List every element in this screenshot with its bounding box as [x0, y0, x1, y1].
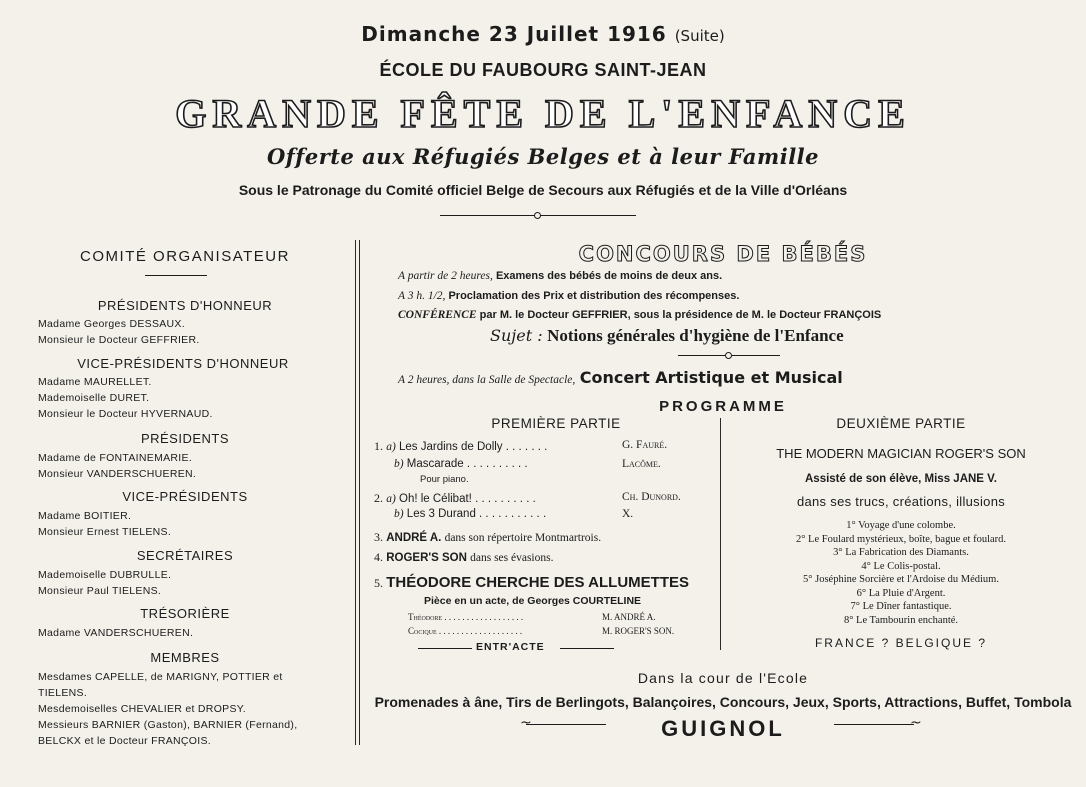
- row-composer: G. Fauré.: [622, 439, 668, 451]
- cast-role: Cocique: [408, 626, 437, 636]
- concert-title: Concert Artistique et Musical: [579, 368, 843, 387]
- concours-line-2: [398, 290, 739, 302]
- section-heading: VICE-PRÉSIDENTS: [122, 489, 248, 504]
- programme-row: [394, 458, 528, 470]
- row-text: dans son répertoire Montmartrois.: [444, 532, 602, 544]
- list-item: BELCKX et le Docteur FRANÇOIS.: [38, 735, 211, 747]
- row-dots: . . . . . . .: [505, 441, 548, 453]
- section-items: [38, 625, 193, 641]
- cast-actor: M. ROGER'S SON.: [602, 626, 675, 636]
- list-item: Madame de FONTAINEMARIE.: [38, 452, 193, 464]
- section-items: [38, 567, 171, 599]
- act-item: 5° Joséphine Sorcière et l'Ardoise du Médium.: [803, 574, 999, 585]
- france-belgique: FRANCE ? BELGIQUE ?: [814, 636, 988, 650]
- column-divider-left: [355, 240, 356, 745]
- list-item: Mademoiselle DURET.: [38, 392, 150, 404]
- list-item: Madame VANDERSCHUEREN.: [38, 627, 194, 639]
- date-heading: [0, 22, 1086, 46]
- list-item: Mesdemoiselles CHEVALIER et DROPSY.: [38, 703, 246, 715]
- list-item: Mesdames CAPELLE, de MARIGNY, POTTIER et: [38, 671, 283, 683]
- concert-intro: A 2 heures, dans la Salle de Spectacle,: [398, 374, 576, 386]
- list-item: Monsieur Paul TIELENS.: [38, 585, 162, 597]
- programme-row: [374, 439, 547, 454]
- row-composer: X.: [622, 508, 634, 520]
- section-items: [38, 508, 171, 540]
- patronage-line: Sous le Patronage du Comité officiel Belge de Secours aux Réfugiés et de la Ville d'Orléans: [238, 182, 848, 198]
- programme-divider: [720, 418, 721, 650]
- entracte-rule-left: [418, 648, 472, 649]
- list-item: Monsieur le Docteur GEFFRIER.: [38, 334, 200, 346]
- magician-title: THE MODERN MAGICIAN ROGER'S SON: [776, 446, 1026, 461]
- suite-text: (Suite): [674, 27, 725, 45]
- conference-line: [398, 309, 881, 321]
- row-dots: . . . . . . . . . .: [475, 493, 536, 505]
- section-heading: PRÉSIDENTS: [140, 431, 230, 446]
- row-name: ANDRÉ A.: [386, 532, 442, 544]
- concours-text: Examens des bébés de moins de deux ans.: [495, 270, 723, 282]
- section-heading: PRÉSIDENTS D'HONNEUR: [97, 298, 273, 313]
- sujet-text: Notions générales d'hygiène de l'Enfance: [547, 326, 844, 345]
- act-item: 8° Le Tambourin enchanté.: [843, 614, 959, 626]
- cast-role: Théodore: [408, 612, 443, 622]
- section-items: [38, 669, 297, 749]
- concert-line: [398, 368, 843, 388]
- act-item: 4° Le Colis-postal.: [861, 560, 941, 572]
- scroll-ornament-right: ~: [910, 715, 922, 731]
- programme-row: [374, 530, 601, 545]
- act-item: 3° La Fabrication des Diamants.: [833, 547, 969, 558]
- header-divider-ornament: [534, 212, 541, 219]
- section-heading: MEMBRES: [150, 650, 220, 665]
- play-title: THÉODORE CHERCHE DES ALLUMETTES: [386, 574, 689, 591]
- ornament-right: [834, 724, 914, 725]
- programme-heading: PROGRAMME: [659, 398, 787, 415]
- school-name: ÉCOLE DU FAUBOURG SAINT-JEAN: [379, 60, 707, 80]
- concours-text: Proclamation des Prix et distribution des récompenses.: [448, 290, 740, 302]
- list-item: Monsieur le Docteur HYVERNAUD.: [38, 408, 213, 420]
- row-note: Pour piano.: [420, 474, 469, 485]
- scroll-ornament-left: ~: [520, 715, 532, 731]
- row-letter: b): [394, 458, 404, 470]
- cour-title: Dans la cour de l'Ecole: [637, 670, 809, 686]
- row-number: 1.: [374, 439, 383, 453]
- row-title: Les Jardins de Dolly: [399, 441, 503, 453]
- section-heading: TRÉSORIÈRE: [140, 606, 230, 621]
- concours-time: A 3 h. 1/2,: [398, 290, 446, 302]
- row-letter: b): [394, 508, 404, 520]
- offerte-subtitle: Offerte aux Réfugiés Belges et à leur Famille: [266, 144, 820, 169]
- section-heading: VICE-PRÉSIDENTS D'HONNEUR: [77, 356, 289, 371]
- section-items: [38, 450, 196, 482]
- attractions-line: Promenades à âne, Tirs de Berlingots, Balançoires, Concours, Jeux, Sports, Attractions, Buffet, Tombola: [374, 694, 1072, 710]
- row-text: dans ses évasions.: [470, 552, 554, 564]
- concours-title: CONCOURS DE BÉBÉS: [578, 242, 868, 266]
- guignol-title: GUIGNOL: [661, 716, 785, 741]
- assist-line: Assisté de son élève, Miss JANE V.: [805, 473, 997, 485]
- conference-label: CONFÉRENCE: [398, 309, 477, 321]
- programme-row: [394, 508, 546, 520]
- concours-divider-ornament: [725, 352, 732, 359]
- comite-title: COMITÉ ORGANISATEUR: [80, 248, 290, 265]
- acts-list: [726, 519, 1076, 627]
- row-title: Oh! le Célibat!: [399, 493, 472, 505]
- trucs-line: dans ses trucs, créations, illusions: [796, 494, 1006, 509]
- row-dots: . . . . . . . . . .: [466, 458, 528, 470]
- act-item: 7° Le Dîner fantastique.: [850, 601, 952, 612]
- list-item: Mademoiselle DUBRULLE.: [38, 569, 172, 581]
- act-item: 1° Voyage d'une colombe.: [846, 520, 956, 531]
- entracte-label: ENTR'ACTE: [476, 641, 545, 653]
- row-dots: . . . . . . . . . . .: [479, 508, 547, 520]
- list-item: Madame Georges DESSAUX.: [38, 318, 185, 330]
- row-title: Les 3 Durand: [406, 508, 476, 520]
- row-number: 4.: [374, 550, 383, 564]
- concours-time: A partir de 2 heures,: [398, 270, 493, 282]
- programme-row: [374, 550, 553, 565]
- list-item: Monsieur VANDERSCHUEREN.: [38, 468, 197, 480]
- conference-text: par M. le Docteur GEFFRIER, sous la présidence de M. le Docteur FRANÇOIS: [479, 309, 882, 321]
- cast-row: [408, 626, 522, 636]
- sujet-label: Sujet :: [490, 326, 543, 345]
- list-item: Messieurs BARNIER (Gaston), BARNIER (Fernand),: [38, 719, 298, 731]
- list-item: TIELENS.: [38, 687, 88, 699]
- row-name: ROGER'S SON: [386, 552, 467, 564]
- partie1-title: PREMIÈRE PARTIE: [491, 416, 621, 431]
- section-items: [38, 316, 200, 348]
- section-heading: SECRÉTAIRES: [136, 548, 234, 563]
- row-title: Mascarade: [406, 458, 464, 470]
- section-items: [38, 374, 213, 422]
- row-letter: a): [386, 493, 396, 505]
- programme-row: [374, 574, 689, 591]
- cast-dots: . . . . . . . . . . . . . . . . . . .: [438, 626, 523, 636]
- programme-row: [374, 491, 536, 506]
- concours-line-1: [398, 270, 722, 282]
- main-title: GRANDE FÊTE DE L'ENFANCE: [175, 91, 911, 136]
- act-item: 2° Le Foulard mystérieux, boîte, bague et foulard.: [795, 533, 1007, 545]
- cast-actor: M. ANDRÉ A.: [602, 612, 656, 622]
- list-item: Monsieur Ernest TIELENS.: [38, 526, 172, 538]
- sujet-line: [490, 326, 844, 346]
- cast-row: [408, 612, 523, 622]
- row-composer: Ch. Dunord.: [622, 491, 681, 503]
- list-item: Madame MAURELLET.: [38, 376, 152, 388]
- partie2-title: DEUXIÈME PARTIE: [836, 416, 966, 431]
- comite-divider: [145, 275, 207, 276]
- row-number: 5.: [374, 576, 383, 590]
- date-text: Dimanche 23 Juillet 1916: [361, 22, 667, 46]
- row-number: 2.: [374, 491, 383, 505]
- row-composer: Lacôme.: [622, 458, 661, 470]
- entracte-rule-right: [560, 648, 614, 649]
- row-number: 3.: [374, 530, 383, 544]
- act-item: 6° La Pluie d'Argent.: [856, 587, 946, 599]
- cast-dots: . . . . . . . . . . . . . . . . . .: [444, 612, 524, 622]
- play-subtitle: Pièce en un acte, de Georges COURTELINE: [424, 595, 642, 607]
- row-letter: a): [386, 441, 396, 453]
- list-item: Madame BOITIER.: [38, 510, 132, 522]
